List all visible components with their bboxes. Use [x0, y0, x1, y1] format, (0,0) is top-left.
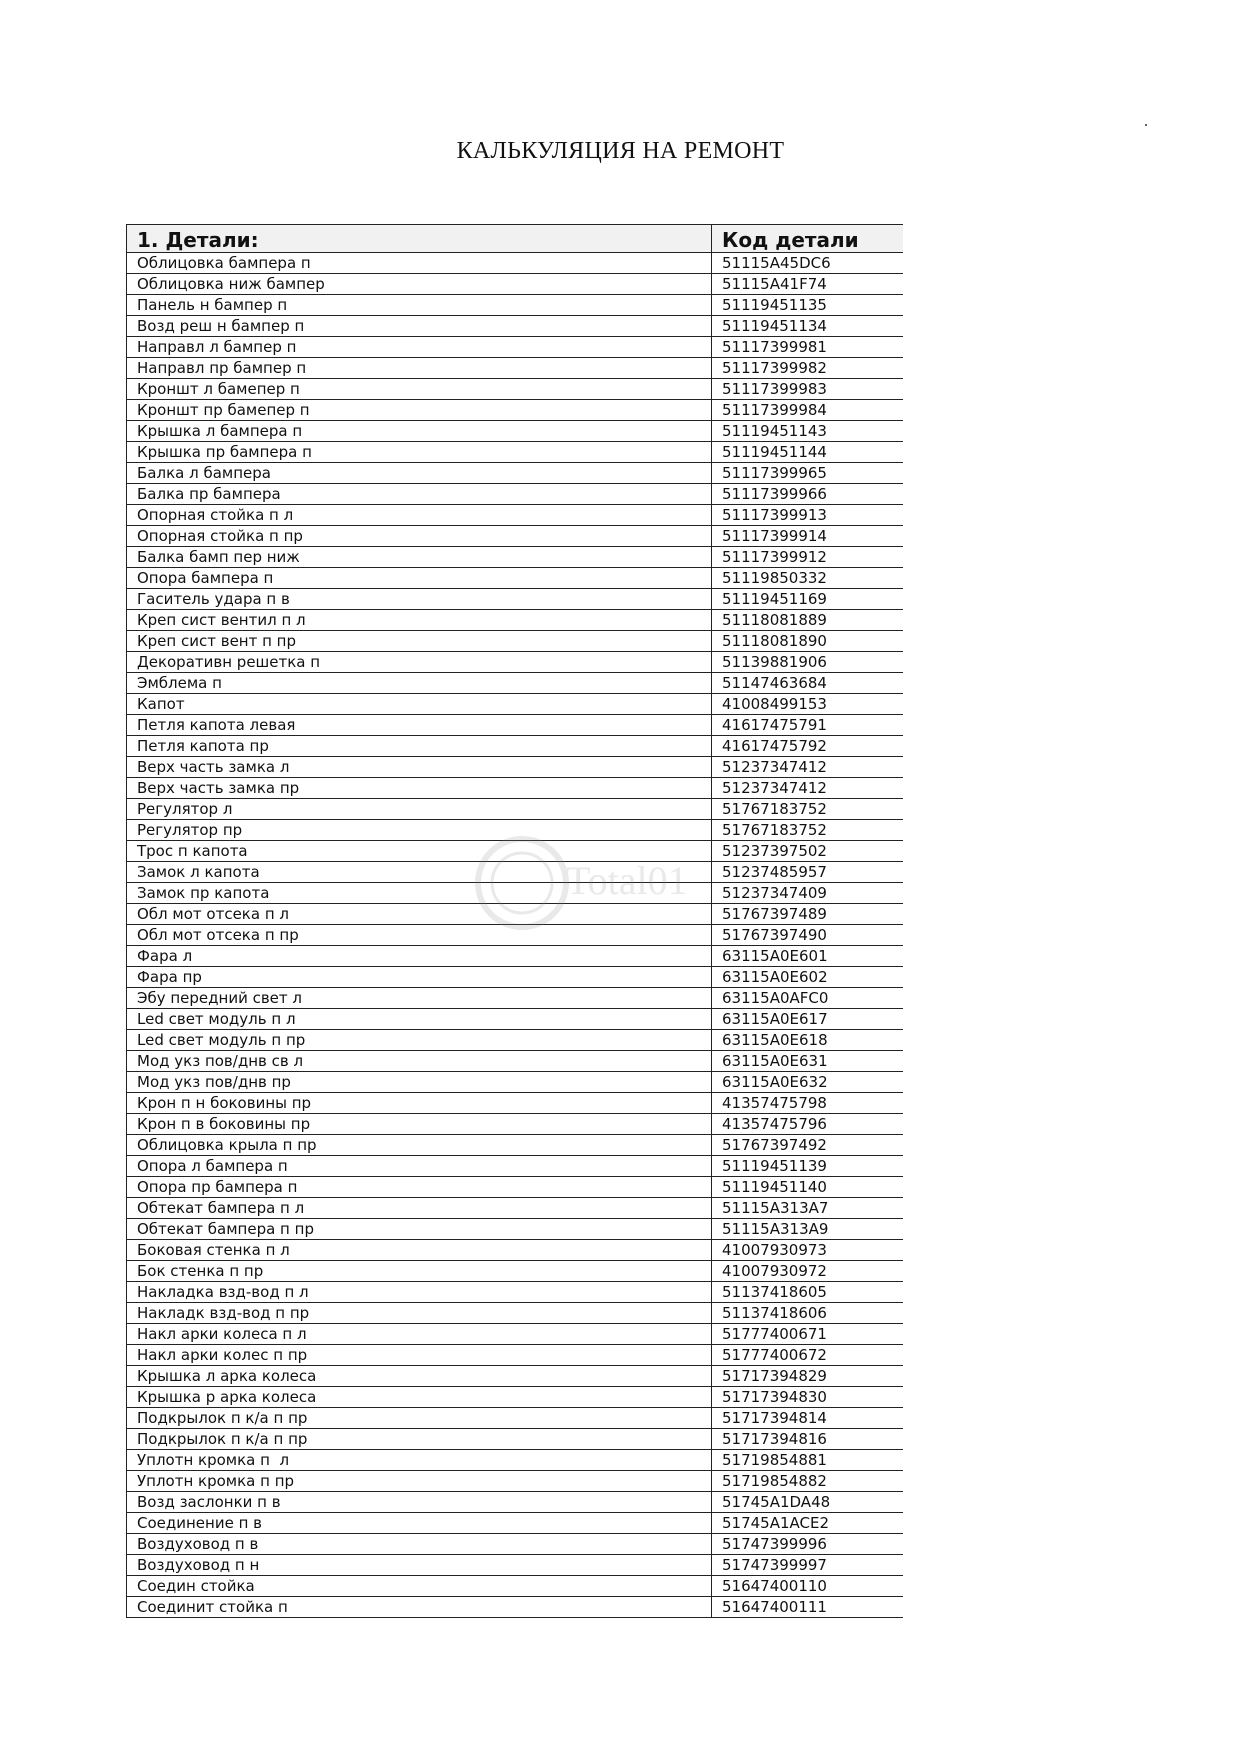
part-code-cell: 51119451144: [712, 442, 903, 463]
table-row: [127, 946, 903, 967]
table-row: [127, 1114, 903, 1135]
table-row: [127, 1324, 903, 1345]
part-name-cell: Крышка пр бампера п: [127, 442, 712, 463]
part-code-cell: 51137418605: [712, 1282, 903, 1303]
table-row: [127, 1156, 903, 1177]
table-row: [127, 1597, 903, 1618]
table-row: [127, 694, 903, 715]
part-name-cell: Балка л бампера: [127, 463, 712, 484]
table-row: [127, 1240, 903, 1261]
part-code-cell: 41357475796: [712, 1114, 903, 1135]
part-code-cell: 51747399996: [712, 1534, 903, 1555]
part-name-cell: Соедин стойка: [127, 1576, 712, 1597]
part-name-cell: Соединение п в: [127, 1513, 712, 1534]
part-code-cell: 51767397489: [712, 904, 903, 925]
part-code-cell: 51119451169: [712, 589, 903, 610]
header-part-code: Код детали: [712, 225, 903, 253]
part-code-cell: 51115A41F74: [712, 274, 903, 295]
table-row: [127, 1492, 903, 1513]
part-code-cell: 51115A45DC6: [712, 253, 903, 274]
part-code-cell: 51115A313A7: [712, 1198, 903, 1219]
part-name-cell: Опора бампера п: [127, 568, 712, 589]
part-name-cell: Замок пр капота: [127, 883, 712, 904]
part-code-cell: 51147463684: [712, 673, 903, 694]
part-name-cell: Опора пр бампера п: [127, 1177, 712, 1198]
part-name-cell: Мод укз пов/днв пр: [127, 1072, 712, 1093]
part-name-cell: Балка пр бампера: [127, 484, 712, 505]
part-name-cell: Фара л: [127, 946, 712, 967]
part-name-cell: Накладк взд-вод п пр: [127, 1303, 712, 1324]
part-code-cell: 51117399984: [712, 400, 903, 421]
part-name-cell: Подкрылок п к/а п пр: [127, 1408, 712, 1429]
part-code-cell: 51137418606: [712, 1303, 903, 1324]
table-row: [127, 568, 903, 589]
part-code-cell: 51119850332: [712, 568, 903, 589]
part-name-cell: Led свет модуль п л: [127, 1009, 712, 1030]
part-name-cell: Замок л капота: [127, 862, 712, 883]
part-name-cell: Крон п н боковины пр: [127, 1093, 712, 1114]
table-row: [127, 820, 903, 841]
part-name-cell: Воздуховод п н: [127, 1555, 712, 1576]
part-code-cell: 51117399913: [712, 505, 903, 526]
part-name-cell: Накл арки колес п пр: [127, 1345, 712, 1366]
part-code-cell: 51767397490: [712, 925, 903, 946]
part-code-cell: 51119451134: [712, 316, 903, 337]
part-code-cell: 51237485957: [712, 862, 903, 883]
part-name-cell: Возд заслонки п в: [127, 1492, 712, 1513]
table-row: [127, 1450, 903, 1471]
part-code-cell: 51237347412: [712, 778, 903, 799]
table-row: [127, 652, 903, 673]
part-name-cell: Опорная стойка п пр: [127, 526, 712, 547]
table-row: [127, 967, 903, 988]
part-code-cell: 63115A0E618: [712, 1030, 903, 1051]
part-name-cell: Уплотн кромка п л: [127, 1450, 712, 1471]
part-code-cell: 63115A0E617: [712, 1009, 903, 1030]
table-row: [127, 1555, 903, 1576]
table-row: [127, 1366, 903, 1387]
part-name-cell: Облицовка бампера п: [127, 253, 712, 274]
part-name-cell: Крон п в боковины пр: [127, 1114, 712, 1135]
part-name-cell: Опора л бампера п: [127, 1156, 712, 1177]
table-row: [127, 589, 903, 610]
table-row: [127, 1072, 903, 1093]
part-code-cell: 51119451143: [712, 421, 903, 442]
table-row: [127, 1513, 903, 1534]
part-code-cell: 51119451140: [712, 1177, 903, 1198]
parts-table-header: [127, 225, 903, 253]
table-row: [127, 1408, 903, 1429]
part-name-cell: Возд реш н бампер п: [127, 316, 712, 337]
table-row: [127, 463, 903, 484]
part-name-cell: Крышка р арка колеса: [127, 1387, 712, 1408]
part-code-cell: 51717394829: [712, 1366, 903, 1387]
table-row: [127, 316, 903, 337]
part-code-cell: 51747399997: [712, 1555, 903, 1576]
part-name-cell: Бок стенка п пр: [127, 1261, 712, 1282]
table-row: [127, 1534, 903, 1555]
part-name-cell: Кроншт л бамепер п: [127, 379, 712, 400]
table-row: [127, 1009, 903, 1030]
part-code-cell: 51115A313A9: [712, 1219, 903, 1240]
part-name-cell: Накл арки колеса п л: [127, 1324, 712, 1345]
table-row: [127, 904, 903, 925]
part-code-cell: 51777400672: [712, 1345, 903, 1366]
table-row: [127, 484, 903, 505]
table-row: [127, 1576, 903, 1597]
part-name-cell: Облицовка крыла п пр: [127, 1135, 712, 1156]
part-name-cell: Декоративн решетка п: [127, 652, 712, 673]
part-code-cell: 63115A0E631: [712, 1051, 903, 1072]
table-row: [127, 1177, 903, 1198]
table-row: [127, 757, 903, 778]
table-row: [127, 295, 903, 316]
part-code-cell: 41617475791: [712, 715, 903, 736]
part-name-cell: Капот: [127, 694, 712, 715]
part-code-cell: 51117399981: [712, 337, 903, 358]
part-name-cell: Петля капота левая: [127, 715, 712, 736]
part-code-cell: 63115A0AFC0: [712, 988, 903, 1009]
table-row: [127, 736, 903, 757]
part-code-cell: 51237397502: [712, 841, 903, 862]
part-code-cell: 51717394816: [712, 1429, 903, 1450]
part-code-cell: 51767183752: [712, 820, 903, 841]
part-name-cell: Гаситель удара п в: [127, 589, 712, 610]
table-row: [127, 442, 903, 463]
part-name-cell: Крышка л арка колеса: [127, 1366, 712, 1387]
part-name-cell: Эбу передний свет л: [127, 988, 712, 1009]
parts-table: [126, 224, 903, 1618]
part-code-cell: 51745A1ACE2: [712, 1513, 903, 1534]
part-name-cell: Регулятор л: [127, 799, 712, 820]
part-name-cell: Обтекат бампера п пр: [127, 1219, 712, 1240]
table-row: [127, 631, 903, 652]
part-name-cell: Верх часть замка пр: [127, 778, 712, 799]
part-name-cell: Обтекат бампера п л: [127, 1198, 712, 1219]
part-name-cell: Эмблема п: [127, 673, 712, 694]
table-row: [127, 337, 903, 358]
part-name-cell: Фара пр: [127, 967, 712, 988]
part-code-cell: 41007930972: [712, 1261, 903, 1282]
table-row: [127, 610, 903, 631]
header-parts: 1. Детали:: [127, 225, 712, 253]
table-row: [127, 673, 903, 694]
table-row: [127, 715, 903, 736]
table-row: [127, 1471, 903, 1492]
table-row: [127, 1135, 903, 1156]
part-name-cell: Трос п капота: [127, 841, 712, 862]
part-code-cell: 51777400671: [712, 1324, 903, 1345]
part-code-cell: 63115A0E601: [712, 946, 903, 967]
part-name-cell: Боковая стенка п л: [127, 1240, 712, 1261]
part-code-cell: 51117399914: [712, 526, 903, 547]
part-name-cell: Направл пр бампер п: [127, 358, 712, 379]
part-name-cell: Соединит стойка п: [127, 1597, 712, 1618]
table-row: [127, 1282, 903, 1303]
part-name-cell: Мод укз пов/днв св л: [127, 1051, 712, 1072]
part-code-cell: 51767397492: [712, 1135, 903, 1156]
part-name-cell: Регулятор пр: [127, 820, 712, 841]
table-row: [127, 988, 903, 1009]
part-name-cell: Опорная стойка п л: [127, 505, 712, 526]
part-code-cell: 51719854882: [712, 1471, 903, 1492]
part-code-cell: 51647400110: [712, 1576, 903, 1597]
table-row: [127, 379, 903, 400]
part-code-cell: 51745A1DA48: [712, 1492, 903, 1513]
part-name-cell: Верх часть замка л: [127, 757, 712, 778]
table-row: [127, 358, 903, 379]
part-name-cell: Подкрылок п к/а п пр: [127, 1429, 712, 1450]
part-code-cell: 51647400111: [712, 1597, 903, 1618]
part-code-cell: 51117399982: [712, 358, 903, 379]
table-row: [127, 862, 903, 883]
part-name-cell: Облицовка ниж бампер: [127, 274, 712, 295]
table-row: [127, 925, 903, 946]
part-code-cell: 41357475798: [712, 1093, 903, 1114]
table-row: [127, 547, 903, 568]
part-code-cell: 51118081889: [712, 610, 903, 631]
part-code-cell: 51237347409: [712, 883, 903, 904]
part-name-cell: Петля капота пр: [127, 736, 712, 757]
table-row: [127, 1219, 903, 1240]
part-code-cell: 51117399965: [712, 463, 903, 484]
table-row: [127, 1303, 903, 1324]
part-name-cell: Обл мот отсека п пр: [127, 925, 712, 946]
table-row: [127, 274, 903, 295]
part-code-cell: 63115A0E602: [712, 967, 903, 988]
part-code-cell: 41007930973: [712, 1240, 903, 1261]
part-code-cell: 51117399912: [712, 547, 903, 568]
table-row: [127, 883, 903, 904]
watermark-text: Total01: [566, 858, 688, 903]
part-name-cell: Крышка л бампера п: [127, 421, 712, 442]
table-row: [127, 421, 903, 442]
header-row: [127, 225, 903, 253]
table-row: [127, 1387, 903, 1408]
part-name-cell: Креп сист вент п пр: [127, 631, 712, 652]
table-row: [127, 1198, 903, 1219]
part-name-cell: Креп сист вентил п л: [127, 610, 712, 631]
table-row: [127, 253, 903, 274]
part-name-cell: Уплотн кромка п пр: [127, 1471, 712, 1492]
table-row: [127, 400, 903, 421]
table-row: [127, 778, 903, 799]
scan-speck: [1145, 124, 1147, 126]
part-code-cell: 51119451139: [712, 1156, 903, 1177]
part-name-cell: Панель н бампер п: [127, 295, 712, 316]
table-row: [127, 1429, 903, 1450]
parts-table-body: [127, 253, 903, 1618]
part-name-cell: Кроншт пр бамепер п: [127, 400, 712, 421]
part-code-cell: 51237347412: [712, 757, 903, 778]
table-row: [127, 1051, 903, 1072]
part-code-cell: 51117399966: [712, 484, 903, 505]
part-code-cell: 63115A0E632: [712, 1072, 903, 1093]
part-code-cell: 51139881906: [712, 652, 903, 673]
table-row: [127, 841, 903, 862]
part-code-cell: 51118081890: [712, 631, 903, 652]
part-name-cell: Воздуховод п в: [127, 1534, 712, 1555]
page-title: КАЛЬКУЛЯЦИЯ НА РЕМОНТ: [456, 138, 785, 164]
table-row: [127, 1261, 903, 1282]
part-code-cell: 51119451135: [712, 295, 903, 316]
part-code-cell: 51767183752: [712, 799, 903, 820]
part-code-cell: 41008499153: [712, 694, 903, 715]
part-code-cell: 51117399983: [712, 379, 903, 400]
part-name-cell: Балка бамп пер ниж: [127, 547, 712, 568]
table-row: [127, 526, 903, 547]
part-name-cell: Led свет модуль п пр: [127, 1030, 712, 1051]
part-code-cell: 51719854881: [712, 1450, 903, 1471]
table-row: [127, 1093, 903, 1114]
part-code-cell: 51717394830: [712, 1387, 903, 1408]
table-row: [127, 799, 903, 820]
part-code-cell: 51717394814: [712, 1408, 903, 1429]
table-row: [127, 505, 903, 526]
table-row: [127, 1030, 903, 1051]
part-name-cell: Обл мот отсека п л: [127, 904, 712, 925]
part-code-cell: 41617475792: [712, 736, 903, 757]
part-name-cell: Накладка взд-вод п л: [127, 1282, 712, 1303]
table-row: [127, 1345, 903, 1366]
part-name-cell: Направл л бампер п: [127, 337, 712, 358]
